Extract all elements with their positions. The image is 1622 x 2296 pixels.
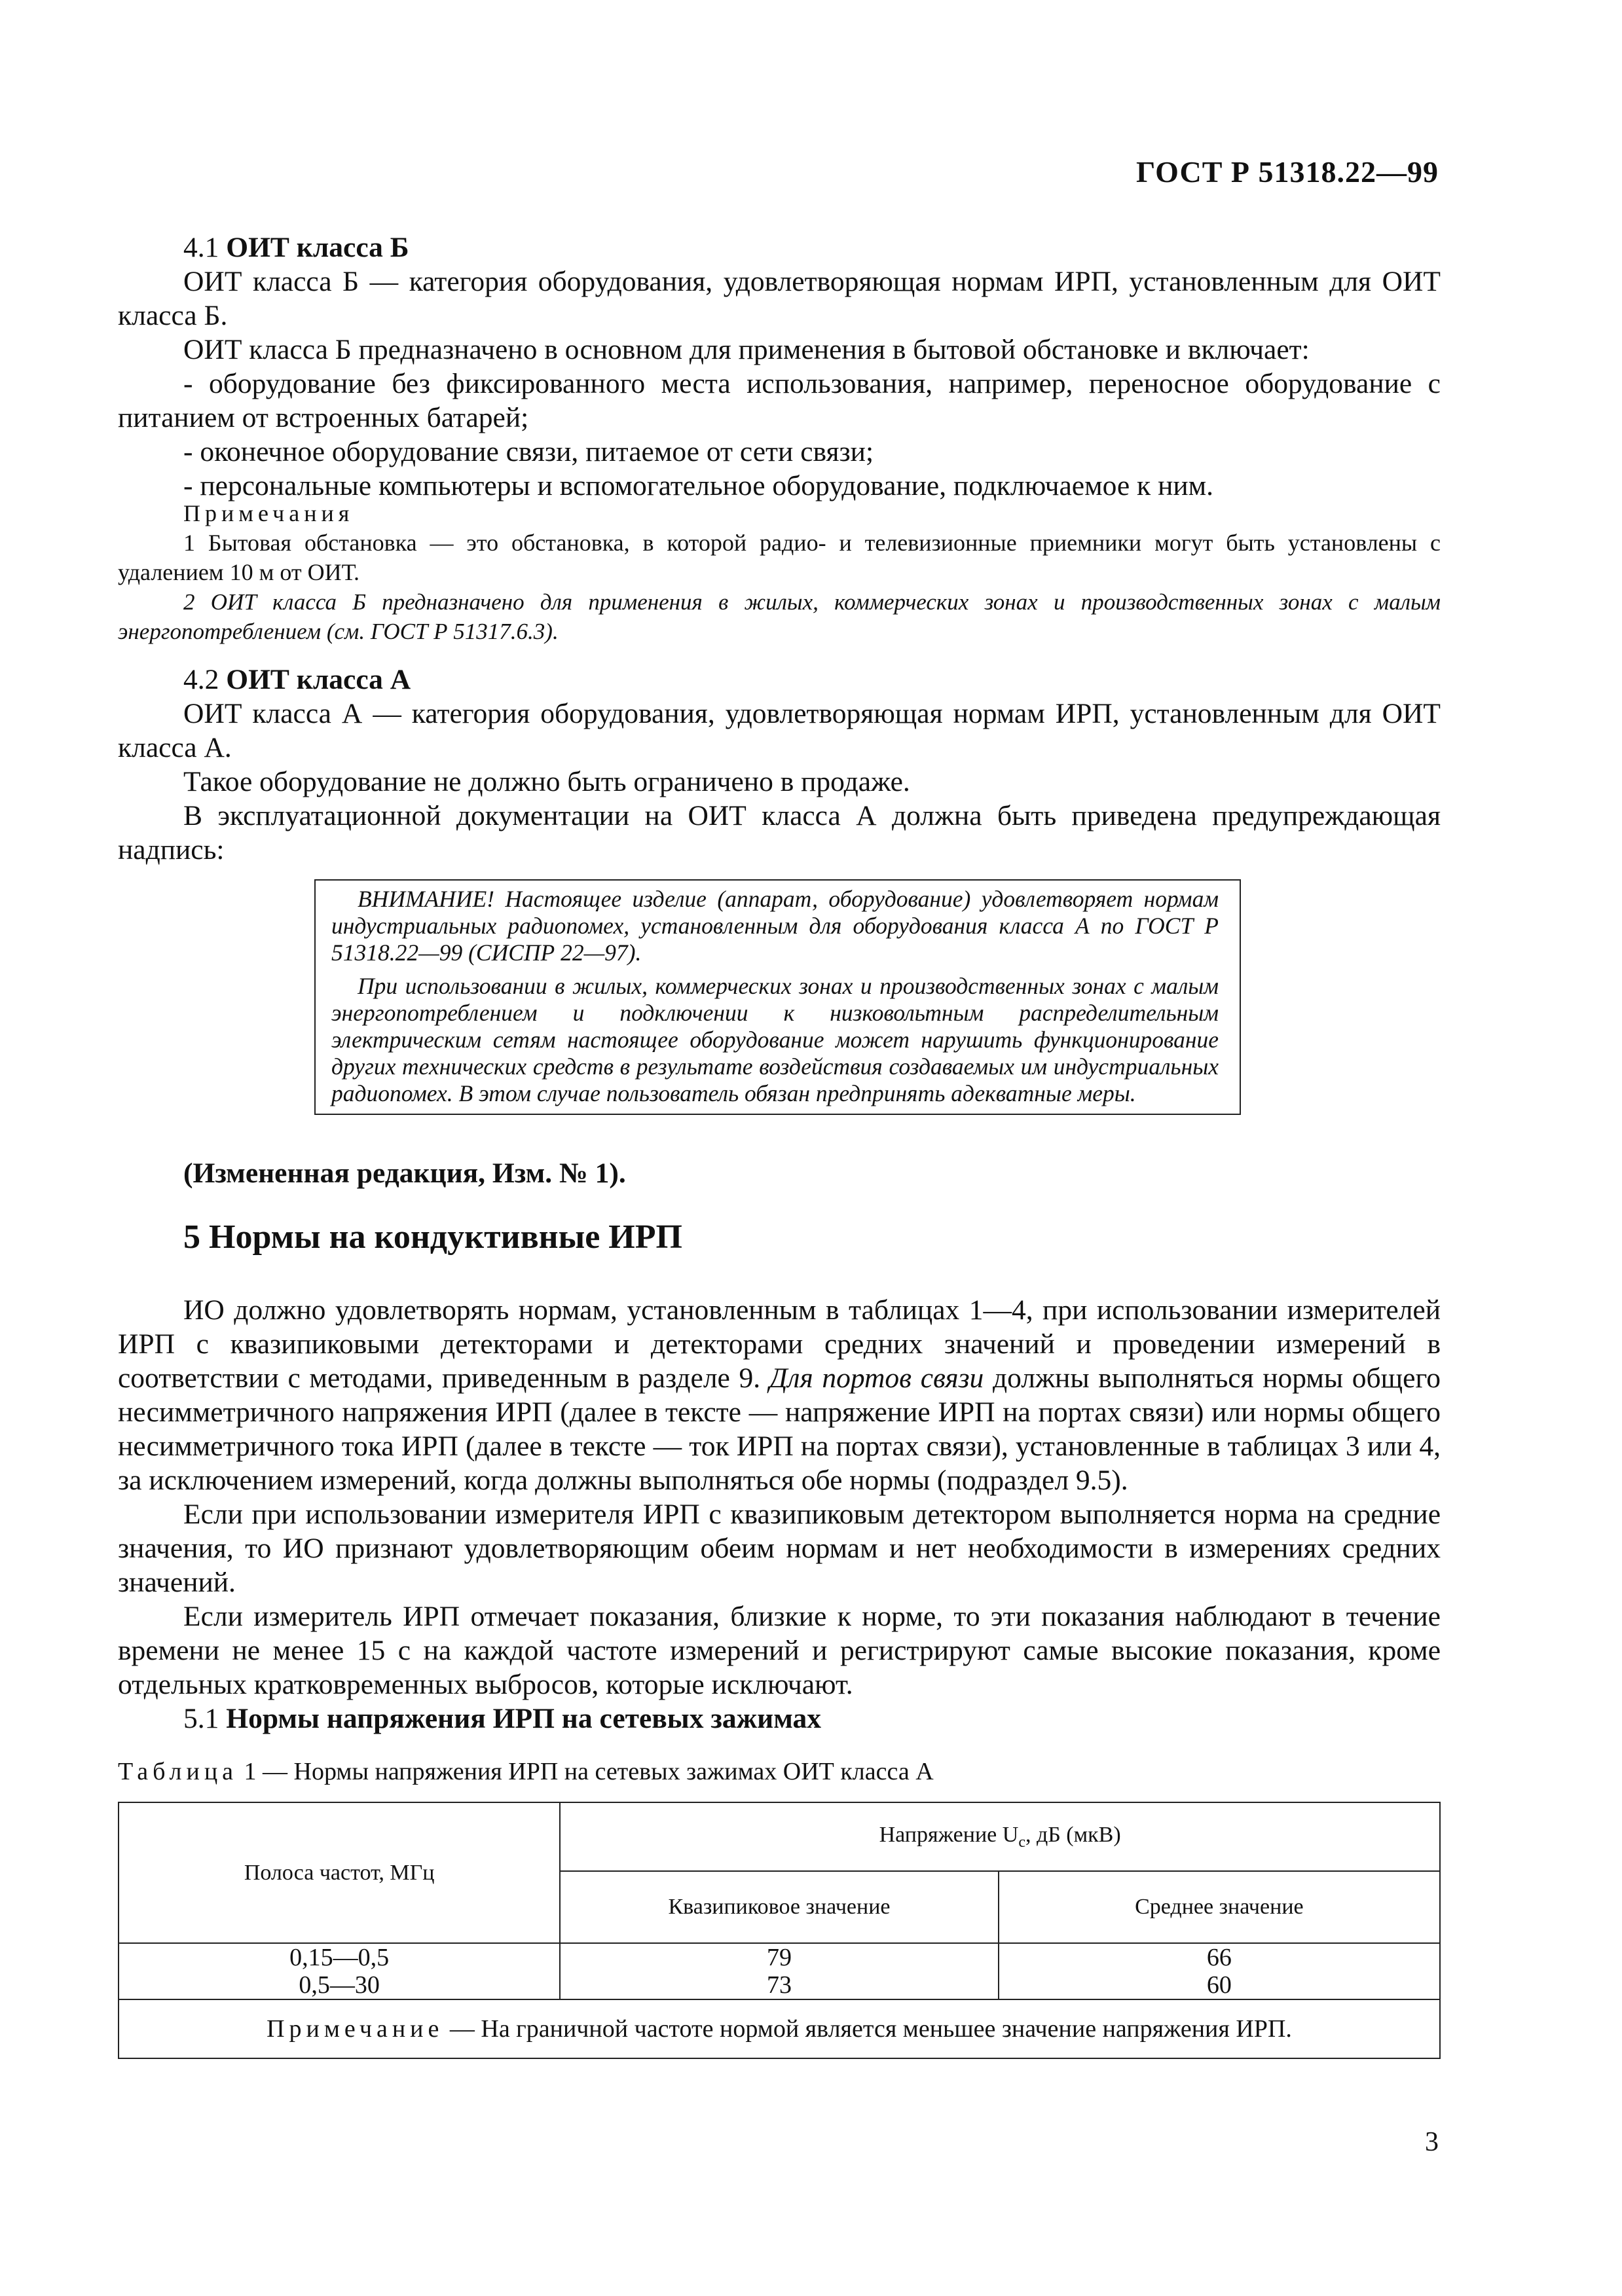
table-note: Примечание — На граничной частоте нормой является меньшее значение напряжения ИРП. xyxy=(119,1999,1440,2058)
paragraph: ОИТ класса Б — категория оборудования, удовлетворяющая нормам ИРП, установленным для ОИТ класса Б. xyxy=(118,266,1441,331)
document-header: ГОСТ Р 51318.22—99 xyxy=(1136,155,1439,189)
paragraph: ОИТ класса А — категория оборудования, удовлетворяющая нормам ИРП, установленным для ОИТ класса А. xyxy=(118,698,1441,763)
table-header-band: Полоса частот, МГц xyxy=(119,1802,560,1943)
section-4-1-title: ОИТ класса Б xyxy=(226,232,409,263)
norms-table xyxy=(118,1802,1441,2059)
notes-block xyxy=(118,499,1441,646)
paragraph: В эксплуатационной документации на ОИТ класса А должна быть приведена предупреждающая надпись: xyxy=(118,800,1441,866)
section-4-2-title: ОИТ класса А xyxy=(226,664,411,695)
section-4-1 xyxy=(118,230,1441,503)
section-4-1-heading: 4.1 ОИТ класса Б xyxy=(183,232,409,263)
amendment-note: (Измененная редакция, Изм. № 1). xyxy=(183,1157,626,1189)
section-5-1-title: Нормы напряжения ИРП на сетевых зажимах xyxy=(226,1703,822,1734)
table-caption: Таблица 1 — Нормы напряжения ИРП на сетевых зажимах ОИТ класса А xyxy=(118,1758,934,1785)
list-item: - персональные компьютеры и вспомогательное оборудование, подключаемое к ним. xyxy=(183,470,1214,501)
table-header-quasi-peak: Квазипиковое значение xyxy=(560,1871,998,1943)
warning-text-2: При использовании в жилых, коммерческих зонах и производственных зонах с малым энергопотреблением и подключении к низковольтным распределительным электрическим сетям настоящее оборудование может нарушить функционирование других технических средств в результате воздействия создаваемых им индустриальных радиопомех. В этом случае пользователь обязан предпринять адекватные меры. xyxy=(331,973,1219,1106)
paragraph: ИО должно удовлетворять нормам, установленным в таблицах 1—4, при использовании измерителей ИРП с квазипиковыми детекторами и детекторами средних значений и проведении измерений в соответствии с методами, приведенным в разделе 9. Для портов связи должны выполняться нормы общего несимметричного напряжения ИРП (далее в тексте — напряжение ИРП на портах связи) или нормы общего несимметричного тока ИРП (далее в тексте — ток ИРП на портах связи), установленные в таблицах 3 или 4, за исключением измерений, когда должны выполняться обе нормы (подраздел 9.5). xyxy=(118,1294,1441,1496)
section-5-title: 5 Нормы на кондуктивные ИРП xyxy=(183,1218,682,1256)
table-header-voltage: Напряжение $U_с$, дБ (мкВ) xyxy=(560,1802,1440,1871)
section-4-2-heading: 4.2 ОИТ класса А xyxy=(183,664,411,695)
note-1: 1 Бытовая обстановка — это обстановка, в которой радио- и телевизионные приемники могут быть установлены с удалением 10 м от ОИТ. xyxy=(118,530,1441,585)
section-5-1-heading: 5.1 Нормы напряжения ИРП на сетевых зажимах xyxy=(183,1703,822,1734)
list-item: - оконечное оборудование связи, питаемое от сети связи; xyxy=(183,436,874,467)
page-number: 3 xyxy=(1425,2127,1439,2157)
paragraph: Если измеритель ИРП отмечает показания, близкие к норме, то эти показания наблюдают в течение времени не менее 15 с на каждой частоте измерений и регистрируют самые высокие показания, кроме отдельных кратковременных выбросов, которые исключают. xyxy=(118,1601,1441,1700)
section-5-body xyxy=(118,1293,1441,1736)
table-cell-average: 66 60 xyxy=(999,1943,1440,1999)
table-cell-band: 0,15—0,5 0,5—30 xyxy=(119,1943,560,1999)
table-cell-quasi-peak: 79 73 xyxy=(560,1943,998,1999)
note-2: 2 ОИТ класса Б предназначено для применения в жилых, коммерческих зонах и производственных зонах с малым энергопотреблением (см. ГОСТ Р 51317.6.3). xyxy=(118,589,1441,644)
notes-title: Примечания xyxy=(183,500,354,526)
warning-text-1: ВНИМАНИЕ! Настоящее изделие (аппарат, оборудование) удовлетворяет нормам индустриальных радиопомех, установленным для оборудования класса А по ГОСТ Р 51318.22—99 (СИСПР 22—97). xyxy=(331,886,1219,966)
section-4-2 xyxy=(118,663,1441,867)
table-header-average: Среднее значение xyxy=(999,1871,1440,1943)
warning-box xyxy=(314,879,1241,1115)
list-item: - оборудование без фиксированного места использования, например, переносное оборудование с питанием от встроенных батарей; xyxy=(118,368,1441,433)
paragraph: Такое оборудование не должно быть ограничено в продаже. xyxy=(183,766,910,797)
paragraph: ОИТ класса Б предназначено в основном для применения в бытовой обстановке и включает: xyxy=(183,334,1310,365)
paragraph: Если при использовании измерителя ИРП с квазипиковым детектором выполняется норма на средние значения, то ИО признают удовлетворяющим обеим нормам и нет необходимости в измерениях средних значений. xyxy=(118,1499,1441,1598)
